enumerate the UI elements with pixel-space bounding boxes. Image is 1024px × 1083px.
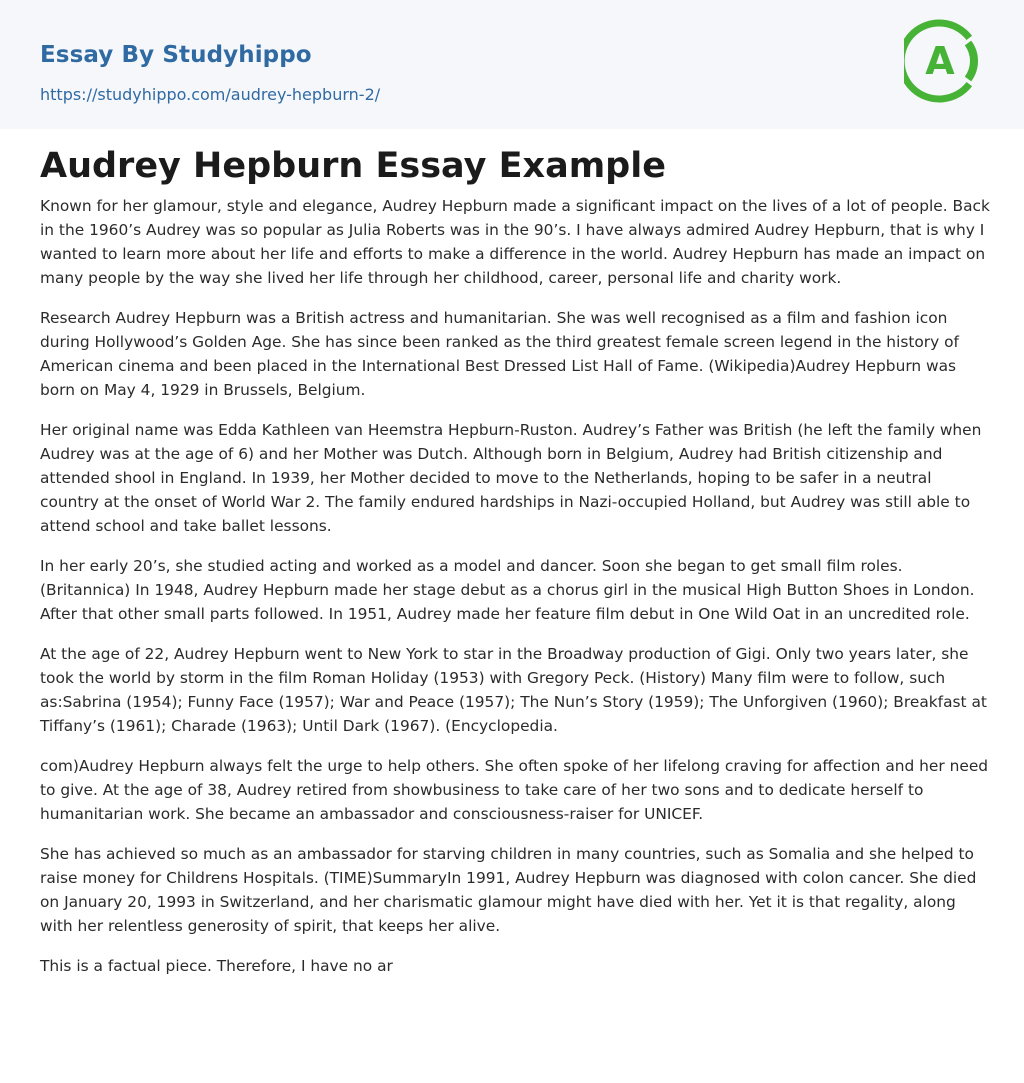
paragraph: Known for her glamour, style and elegance, Audrey Hepburn made a significant impact on the lives of a lot of people. Back in the 1960’s Audrey was so popular as Julia Roberts was in the 90’s. I have always admired Audrey Hepburn, that is why I wanted to learn more about her life and efforts to make a difference in the world. Audrey Hepburn has made an impact on many people by the way she lived her life through her childhood, career, personal life and charity work.: [40, 197, 990, 287]
site-header: [0, 0, 1024, 129]
paragraph: At the age of 22, Audrey Hepburn went to New York to star in the Broadway production of Gigi. Only two years later, she took the world by storm in the film Roman Holiday (1953) with Gregory Peck. (History) Many film were to follow, such as:Sabrina (1954); Funny Face (1957); War and Peace (1957); The Nun’s Story (1959); The Unforgiven (1960); Breakfast at Tiffany’s (1961); Charade (1963); Until Dark (1967). (Encyclopedia.: [40, 645, 987, 735]
article-body: [40, 194, 990, 994]
article-url-link[interactable]: https://studyhippo.com/audrey-hepburn-2/: [40, 85, 381, 104]
site-brand[interactable]: Essay By Studyhippo: [40, 42, 312, 68]
page-title: Audrey Hepburn Essay Example: [40, 146, 666, 186]
paragraph: Research Audrey Hepburn was a British actress and humanitarian. She was well recognised as a film and fashion icon during Hollywood’s Golden Age. She has since been ranked as the third greatest female screen legend in the history of American cinema and been placed in the International Best Dressed List Hall of Fame. (Wikipedia)Audrey Hepburn was born on May 4, 1929 in Brussels, Belgium.: [40, 309, 959, 399]
paragraph: Her original name was Edda Kathleen van Heemstra Hepburn-Ruston. Audrey’s Father was British (he left the family when Audrey was at the age of 6) and her Mother was Dutch. Although born in Belgium, Audrey had British citizenship and attended shool in England. In 1939, her Mother decided to move to the Netherlands, hoping to be safer in a neutral country at the onset of World War 2. The family endured hardships in Nazi-occupied Holland, but Audrey was still able to attend school and take ballet lessons.: [40, 421, 982, 535]
paragraph: She has achieved so much as an ambassador for starving children in many countries, such as Somalia and she helped to raise money for Childrens Hospitals. (TIME)SummaryIn 1991, Audrey Hepburn was diagnosed with colon cancer. She died on January 20, 1993 in Switzerland, and her charismatic glamour might have died with her. Yet it is that regality, along with her relentless generosity of spirit, that keeps her alive.: [40, 845, 977, 935]
site-logo[interactable]: [904, 17, 988, 105]
paragraph: This is a factual piece. Therefore, I have no ar: [40, 957, 393, 975]
paragraph: In her early 20’s, she studied acting and worked as a model and dancer. Soon she began to get small film roles. (Britannica) In 1948, Audrey Hepburn made her stage debut as a chorus girl in the musical High Button Shoes in London. After that other small parts followed. In 1951, Audrey made her feature film debut in One Wild Oat in an uncredited role.: [40, 557, 975, 623]
paragraph: com)Audrey Hepburn always felt the urge to help others. She often spoke of her lifelong craving for affection and her need to give. At the age of 38, Audrey retired from showbusiness to take care of her two sons and to dedicate herself to humanitarian work. She became an ambassador and consciousness-raiser for UNICEF.: [40, 757, 989, 823]
logo-letter: A: [925, 39, 955, 83]
